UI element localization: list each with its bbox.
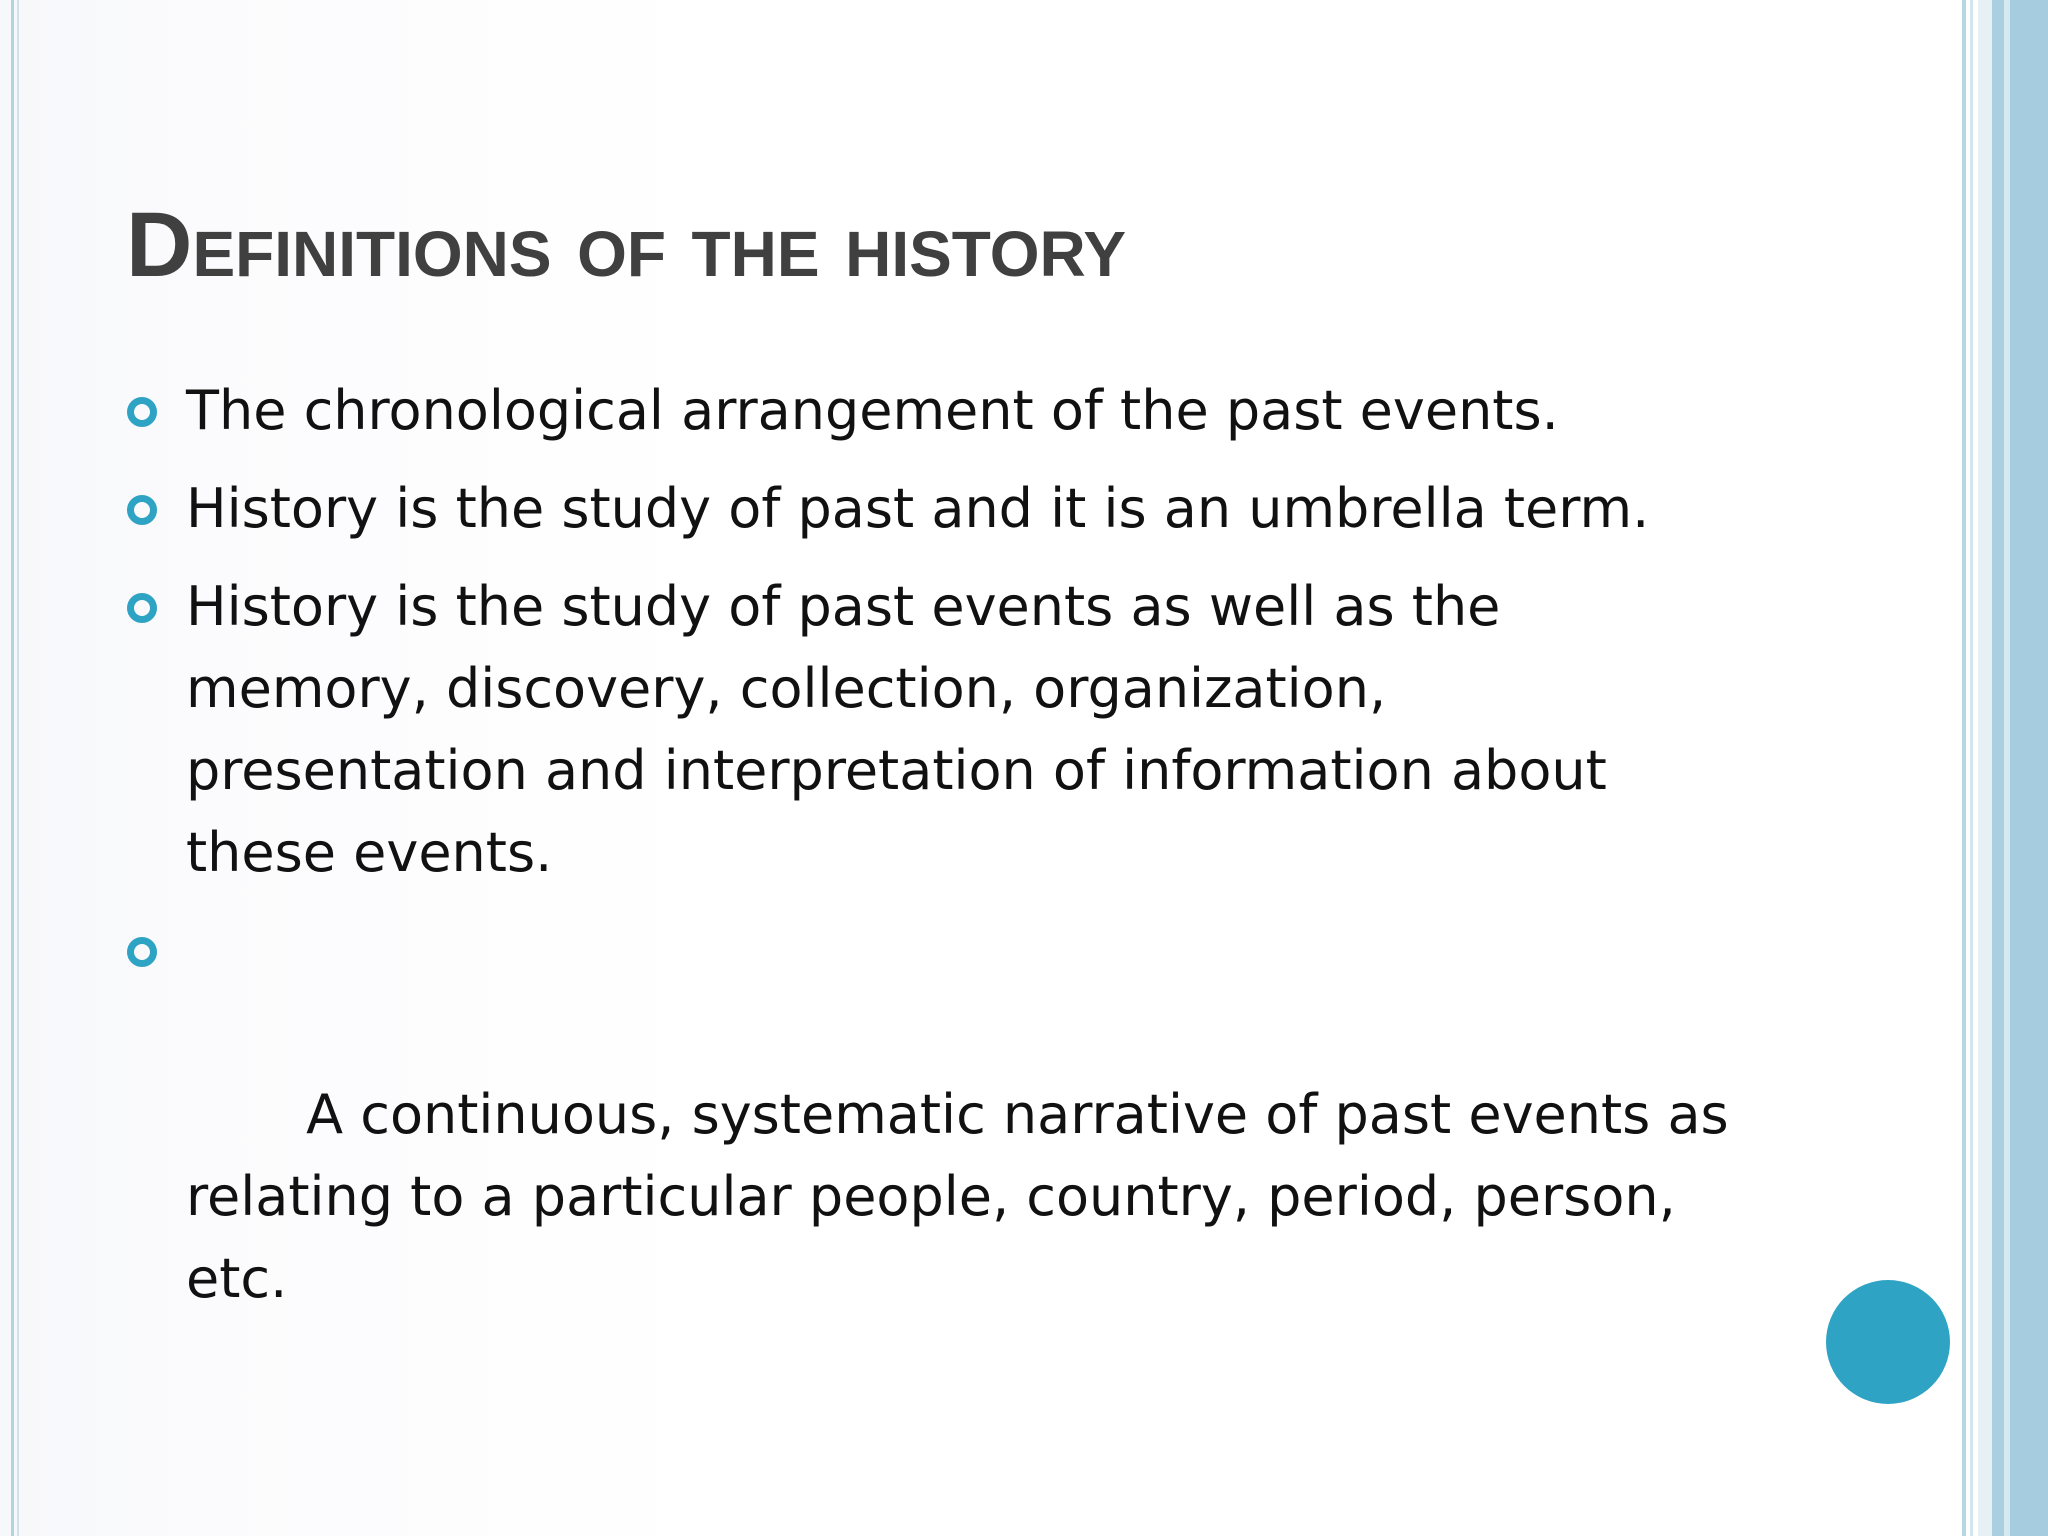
bullet-item xyxy=(120,566,1740,894)
right-border-line-inner xyxy=(1970,0,1973,1536)
bullet-list xyxy=(120,370,1746,1418)
right-band-dark xyxy=(2010,0,2048,1536)
right-band-mid xyxy=(1992,0,2004,1536)
right-border-line xyxy=(1962,0,1966,1536)
slide-title: Definitions of the history xyxy=(126,194,1127,296)
bullet-circle-icon xyxy=(127,937,157,967)
bullet-circle-icon xyxy=(127,397,157,427)
bullet-item xyxy=(120,910,1746,1402)
left-border-line xyxy=(11,0,14,1536)
bullet-text: History is the study of past and it is an umbrella term. xyxy=(186,477,1650,540)
bullet-text: History is the study of past events as well as the memory, discovery, collection, organization, presentation and interpretation of information about these events. xyxy=(186,575,1607,884)
bullet-circle-icon xyxy=(127,495,157,525)
bullet-item xyxy=(120,468,1740,550)
right-band-light xyxy=(1978,0,1992,1536)
left-border-line-inner xyxy=(17,0,19,1536)
bullet-text: A continuous, systematic narrative of past events as relating to a particular people, country, period, person, etc. xyxy=(186,1083,1746,1310)
circle-decoration xyxy=(1826,1280,1950,1404)
bullet-text: The chronological arrangement of the past events. xyxy=(186,379,1559,442)
bullet-circle-icon xyxy=(127,593,157,623)
bullet-item xyxy=(120,370,1740,452)
